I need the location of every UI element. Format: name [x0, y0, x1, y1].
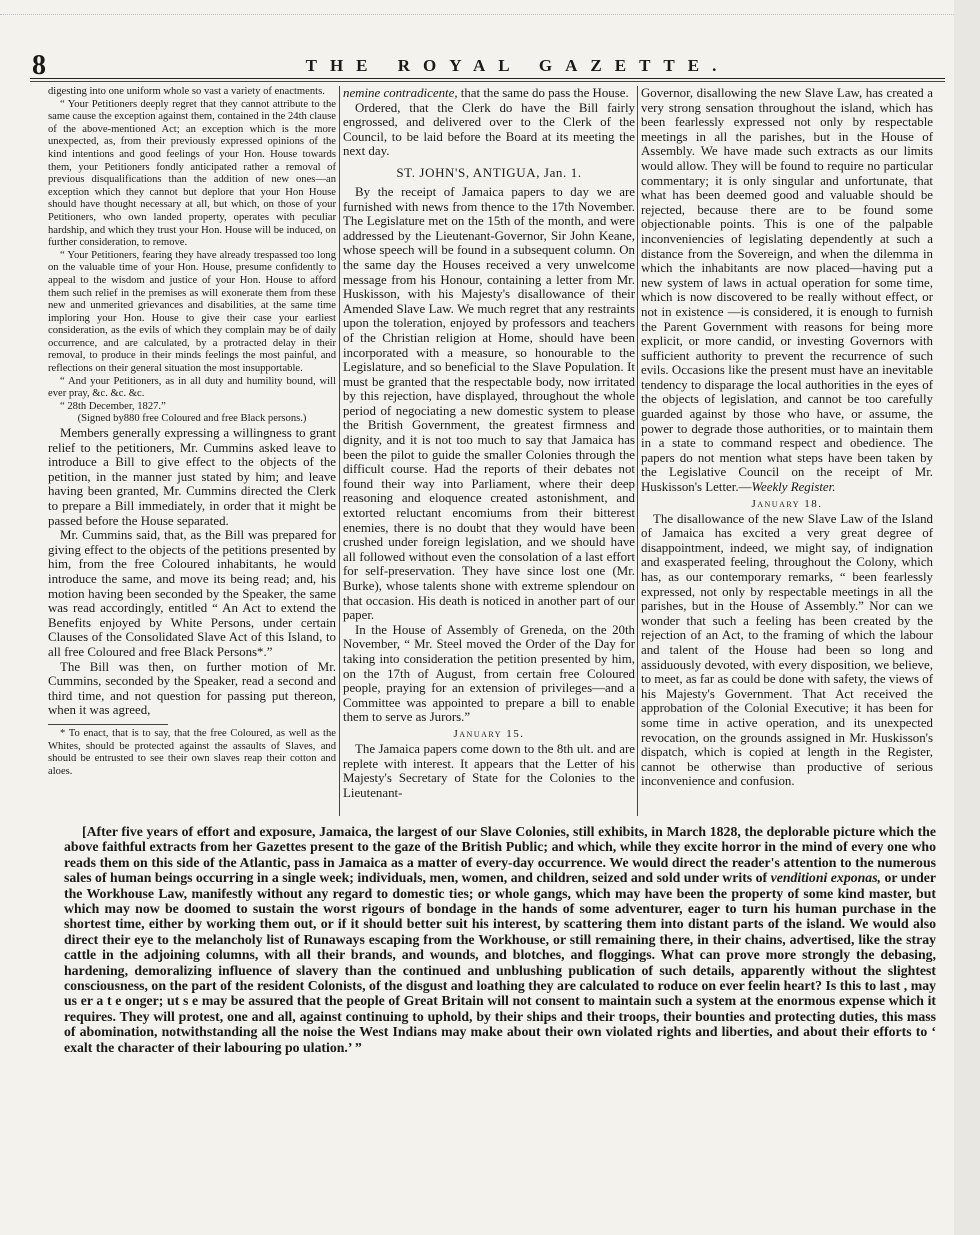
header-rule	[30, 78, 945, 79]
page-number: 8	[32, 50, 46, 81]
editorial-notice	[64, 824, 936, 1055]
col1-paragraph: The Bill was then, on further motion of Mr. Cummins, seconded by the Speaker, read a second and third time, and not question for passing put thereon, when it was agreed,	[48, 659, 336, 718]
col1-paragraph: “ Your Petitioners, fearing they have already trespassed too long on the valuable time of your Hon. House, presume confidently to appeal to the wisdom and justice of your Hon. House to afford them such relief in the premises as will exonerate them from these new and unmerited grievances and disabilities, at the same time imploring your Hon. House to give their case your earliest consideration, as the evils of which they complain may be of daily occurrence, and are calculated, by a protracted delay in their removal, to produce in their minds feelings the most painful, and reflections on their general situation the most insupportable.	[48, 249, 336, 375]
column-3	[641, 86, 933, 789]
masthead-title: THE ROYAL GAZETTE.	[305, 56, 730, 75]
latin-phrase: nemine contradicente,	[343, 86, 458, 100]
col1-signature: (Signed by880 free Coloured and free Black persons.)	[77, 413, 307, 425]
col2-paragraph: By the receipt of Jamaica papers to day we are furnished with news from thence to the 17th November. The Legislature met on the 15th of the month, and were addressed by the Lieutenant-Governor, Sir John Keane, whose speech will be found in a subsequent column. On the same day the Houses received a very unwelcome message from his Honour, containing a letter from Mr. Huskisson, with his Majesty's disallowance of their Amended Slave Law. We much regret that any restraints upon the toleration, enjoyed by professors and teachers of the Christian religion at Home, should have been incorporated with a measure, so honourable to the Legislature, and so beneficial to the Slave Population. It must be granted that the respectable body, now irritated by this rejection, have displayed, throughout the whole period of negociating a new domestic system to please the British Government, the greatest firmness and dignity, and it is not too much to say that Jamaica has been the pilot to guide the smaller Colonies through the difficult course. Had the reports of their debates not found their way into Parliament, where their deep reasoning and eloquence created astonishment, and extorted reluctant encomiums from their bitterest enemies, there is no doubt that they would have been crushed under foreign legislation, and we should have all followed without even the consolation of a last effort for self-preservation. They have since lost one (Mr. Burke), whose talents shone with extreme splendour on that occasion. His death is noticed in another part of our paper.	[343, 184, 635, 623]
scan-artifact-line	[0, 14, 980, 15]
date-subheading: January 15.	[453, 727, 525, 740]
col1-date: “ 28th December, 1827.”	[60, 400, 166, 412]
col1-paragraph: digesting into one uniform whole so vast a variety of enactments.	[48, 86, 325, 97]
notice-latin: venditioni exponas,	[770, 870, 882, 886]
col2-paragraph	[343, 86, 635, 101]
article-heading: ST. JOHN'S, ANTIGUA, Jan. 1.	[396, 164, 582, 180]
col1-paragraph: “ Your Petitioners deeply regret that they cannot attribute to the same cause the exception against them, contained in the 24th clause of the above-mentioned Act; an exception which is the more unexpected, as, from their previously expressed opinions of the kind intentions and good feelings of your Hon. House towards them, your Petitioners fondly anticipated rather a removal of previous disqualifications than the addition of new ones—an exception which they cannot but deplore that your Hon House should have thought necessary at all, but which, on those of your Petitioners, who own landed property, operates with peculiar hardship, and which they trust your Hon. House will be induced, on further consideration, to remove.	[48, 98, 336, 249]
source-credit: Weekly Register.	[751, 480, 836, 495]
col2-paragraph: Ordered, that the Clerk do have the Bill fairly engrossed, and delivered over to the Clerk of the Council, to be laid before the Board at its meeting the next day.	[343, 100, 635, 159]
col2-paragraph: In the House of Assembly of Greneda, on the 20th November, “ Mr. Steel moved the Order of the Day for taking into consideration the petition presented by him, on the 17th of August, from certain free Coloured people, praying for an extension of privileges—and a Committee was appointed to prepare a bill to enable them to serve as Jurors.”	[343, 622, 635, 725]
col3-paragraph	[641, 86, 933, 495]
col1-footnote: * To enact, that is to say, that the free Coloured, as well as the Whites, should be protected against the assaults of Slaves, and should be entrusted to see their own slaves reap their cotton and aloes.	[48, 727, 336, 777]
col3-paragraph: The disallowance of the new Slave Law of the Island of Jamaica has excited a very great degree of disappointment, indeed, we might say, of indignation and exasperated feeling, throughout the Colony, which has, as our contemporary remarks, “ been fearlessly expressed, not only by respectable meetings in all the parishes, but in the House of Assembly.” Nor can we wonder that such a feeling has been created by the rejection of an Act, to the framing of which the labour and talent of the House had been so long and assiduously devoted, with every disposition, we believe, to meet, as far as could be done with safety, the views of his Majesty's Government. That Act received the approbation of the Colonial Executive; it has been for some time in active operation, and its unexpected revocation, on the grounds assigned in Mr. Huskisson's dispatch, which is copied at length in the Register, cannot be otherwise than productive of serious inconvenience and confusion.	[641, 511, 933, 789]
col1-paragraph: Members generally expressing a willingness to grant relief to the petitioners, Mr. Cummins asked leave to introduce a Bill to give effect to the objects of the petition, in the manner just stated by him; and leave having been granted, Mr. Cummins directed the Clerk to prepare a Bill immediately, in order that it might be passed before the House separated.	[48, 426, 336, 528]
col2-text: that the same do pass the House.	[457, 86, 629, 100]
column-divider-2	[637, 86, 638, 816]
column-2	[343, 86, 635, 800]
col2-paragraph: The Jamaica papers come down to the 8th ult. and are replete with interest. It appears that the Letter of his Majesty's Secretary of State for the Colonies to the Lieutenant-	[343, 741, 635, 800]
notice-text: [After five years of effort and exposure, Jamaica, the largest of our Slave Colonies, still exhibits, in March 1828, the deplorable picture which the above faithful extracts from her Gazettes present to the gaze of the British Public; and which, while they excite horror in the mind of every one who reads them on this side of the Atlantic, pass in Jamaica as a matter of every-day occurrence. We would direct the reader's attention to the numerous sales of human beings occurring in a single week; individuals, men, women, and children, seized and sold under writs of	[64, 824, 936, 886]
column-1	[48, 86, 336, 778]
notice-paragraph	[64, 824, 936, 1055]
footnote-rule	[48, 724, 168, 725]
date-subheading: January 18.	[751, 497, 823, 510]
col1-paragraph: “ And your Petitioners, as in all duty and humility bound, will ever pray, &c. &c. &c.	[48, 375, 336, 400]
page-header	[30, 52, 945, 80]
column-divider-1	[339, 86, 340, 816]
col3-text: Governor, disallowing the new Slave Law, has created a very strong sensation throughout the island, which has been fearlessly expressed not only by respectable meetings in all the parishes, but in the House of Assembly. We have made such extracts as our limits would allow. They will be found to require no particular commentary; it is only singular and unfortunate, that what has been deemed good and valuable should be rejected, because there are to be found some objectionable points. This is one of the palpable inconveniencies of legislating dependently at such a distance from the Sovereign, and when the dilemma in which the inhabitants are now placed—having put a new system of laws in actual operation for some time, which is now discovered to be really without effect, or not in existence —is considered, it is enough to furnish the Parent Government with reasons for being more explicit, or more candid, or investing Governors with sufficient authority to prevent the recurrence of such evils. Occasions like the present must have an inevitable tendency to disparage the local authorities in the eyes of the objects of legislation, and cannot be too carefully guarded against by those who have, or assume, the power to degrade those authorities, or to maintain them in a state to command respect and obedience. The papers do not mention what steps have been taken by the Legislative Council on the receipt of Mr. Huskisson's Letter.—	[641, 86, 933, 495]
header-rule-thin	[30, 81, 945, 82]
notice-text: or under the Workhouse Law, manifestly without any regard to domestic ties; or whole gangs, which may have been the property of some kind master, but which may now be doomed to sustain the worst rigours of bondage in the hands of some adventurer, eager to turn his human purchase in the shortest time, either by working them out, or if it should better suit his interest, by scattering them into distant parts of the island. We would also direct their eye to the melancholy list of Runaways escaping from the Workhouse, or still remaining there, in their chains, advertised, like the stray cattle in the adjoining columns, with all their brands, and wounds, and blotches, and floggings. What can prove more strongly the debasing, hardening, demoralizing influence of slavery than the continued and unblushing publication of such details, apparently without the slightest consciousness, on the part of the resident Colonists, of the disgust and loathing they are calculated to roduce on ever feelin heart? Is this to last , may us er a t e onger; ut s e may be assured that the people of Great Britain will not consent to maintain such a system at the enormous expense which it requires. They will protest, one and all, against continuing to uphold, by their ships and their troops, their bounties and protecting duties, this mass of abomination, notwithstanding all the noise the West Indians may make about their own violated rights and liberties, and about their efforts to ‘ exalt the character of their labouring po ulation.’ ”	[64, 870, 936, 1055]
col1-paragraph: Mr. Cummins said, that, as the Bill was prepared for giving effect to the objects of the petitions presented by him, from the free Coloured inhabitants, he would introduce the same, and move its being read; and, his motion having been seconded by the Speaker, the same was read accordingly, entitled “ An Act to extend the Benefits enjoyed by White Persons, under certain Clauses of the Consolidated Slave Act of this Island, to all free Coloured and free Black Persons*.”	[48, 528, 336, 659]
page-edge	[954, 0, 980, 1235]
